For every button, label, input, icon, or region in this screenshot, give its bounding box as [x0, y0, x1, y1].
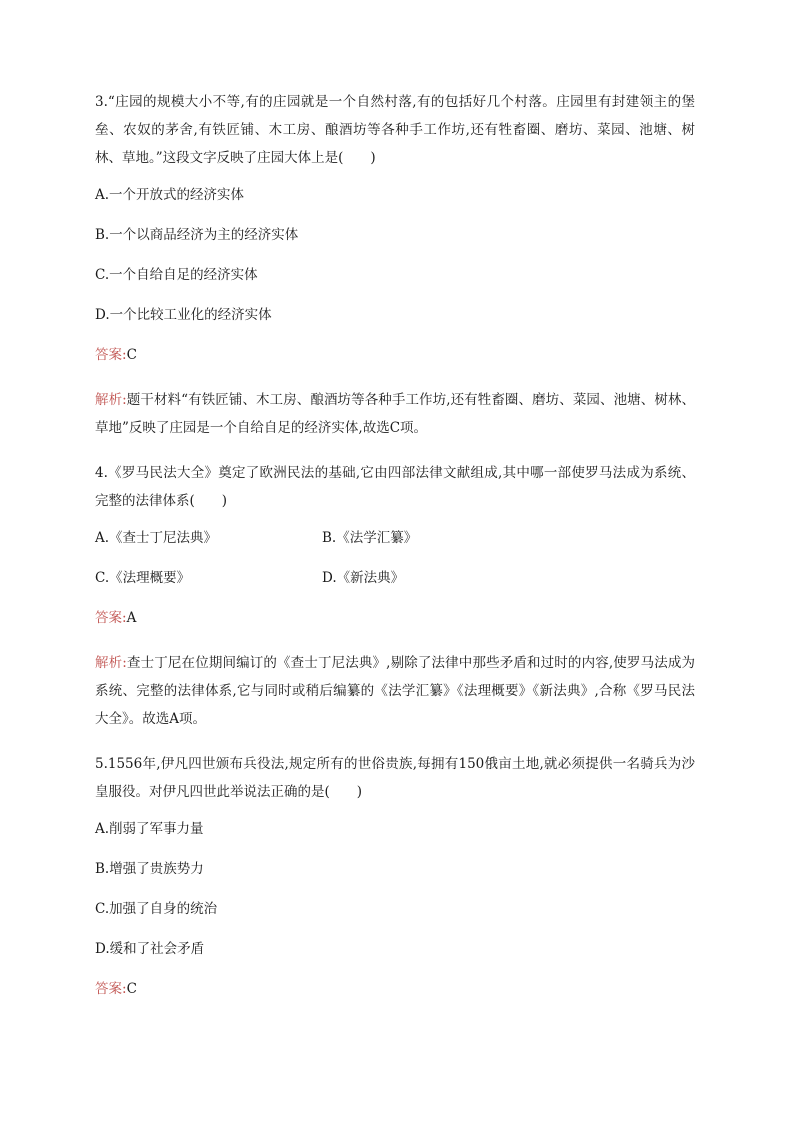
analysis-label: 解析:	[95, 655, 127, 671]
answer-value: C	[126, 981, 137, 997]
question-5-option-a: A.削弱了军事力量	[95, 821, 204, 837]
analysis-text: 查士丁尼在位期间编订的《查士丁尼法典》,剔除了法律中那些矛盾和过时的内容,使罗马法成为系统、完整的法律体系,它与同时或稍后编纂的《法学汇纂》《法理概要》《新法典》,合称《罗马民法大全》。故选A项。	[95, 655, 695, 727]
analysis-label: 解析:	[95, 392, 127, 408]
question-4-option-b: B.《法学汇纂》	[322, 530, 418, 546]
question-4-answer	[95, 609, 695, 627]
question-3-analysis	[95, 386, 695, 442]
question-3-option-d: D.一个比较工业化的经济实体	[95, 307, 272, 323]
question-5-option-c: C.加强了自身的统治	[95, 901, 218, 917]
question-4-option-d: D.《新法典》	[322, 570, 405, 586]
answer-label: 答案:	[95, 610, 127, 626]
question-5	[95, 750, 695, 998]
question-5-option-d: D.缓和了社会矛盾	[95, 941, 205, 957]
question-3-stem: 3.“庄园的规模大小不等,有的庄园就是一个自然村落,有的包括好几个村落。庄园里有封建领主的堡垒、农奴的茅舍,有铁匠铺、木工房、酿酒坊等各种手工作坊,还有牲畜圈、磨坊、菜园、池塘、树林、草地。”这段文字反映了庄园大体上是( )	[95, 94, 695, 166]
question-5-stem: 5.1556年,伊凡四世颁布兵役法,规定所有的世俗贵族,每拥有150俄亩土地,就必须提供一名骑兵为沙皇服役。对伊凡四世此举说法正确的是( )	[95, 756, 695, 800]
question-4-analysis	[95, 649, 695, 733]
question-3	[95, 88, 695, 442]
question-3-option-b: B.一个以商品经济为主的经济实体	[95, 227, 299, 243]
question-4-option-a: A.《查士丁尼法典》	[95, 530, 218, 546]
question-4-stem: 4.《罗马民法大全》奠定了欧洲民法的基础,它由四部法律文献组成,其中哪一部使罗马法成为系统、完整的法律体系( )	[95, 465, 695, 509]
question-4-options-row-2	[95, 569, 695, 587]
question-4-options-row-1	[95, 529, 695, 547]
question-4-option-c: C.《法理概要》	[95, 570, 191, 586]
question-5-answer	[95, 980, 695, 998]
document-page	[95, 88, 695, 1020]
answer-value: C	[126, 347, 137, 363]
question-3-option-a: A.一个开放式的经济实体	[95, 187, 245, 203]
question-5-option-b: B.增强了贵族势力	[95, 861, 204, 877]
question-3-option-c: C.一个自给自足的经济实体	[95, 267, 258, 283]
answer-value: A	[126, 610, 137, 626]
answer-label: 答案:	[95, 981, 127, 997]
answer-label: 答案:	[95, 347, 127, 363]
analysis-text: 题干材料“有铁匠铺、木工房、酿酒坊等各种手工作坊,还有牲畜圈、磨坊、菜园、池塘、树林、草地”反映了庄园是一个自给自足的经济实体,故选C项。	[95, 392, 695, 436]
question-4	[95, 459, 695, 733]
question-3-answer	[95, 346, 695, 364]
